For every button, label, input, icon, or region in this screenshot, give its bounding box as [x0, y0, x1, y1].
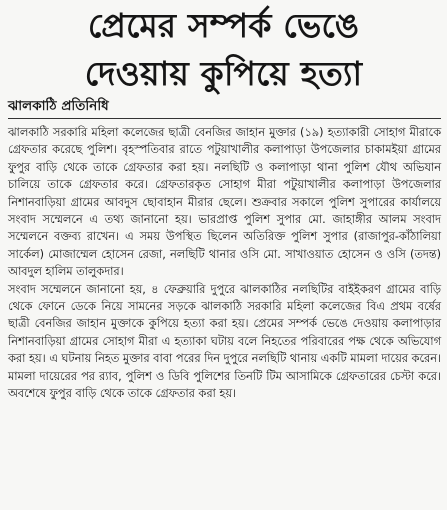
article-body: [8, 124, 441, 403]
byline-divider: [8, 118, 441, 119]
article-paragraph-2: সংবাদ সম্মেলনে জানানো হয়, ৪ ফেব্রুয়ারি দুপুরে ঝালকাঠির নলছিটির বাইইকরণ গ্রামের বাড়ি থেকে ফোনে ডেকে নিয়ে সামনের সড়কে ঝালকাঠি সরকারি মহিলা কলেজের বিএ প্রথম বর্ষের ছাত্রী বেনজির জাহান মুক্তাকে কুপিয়ে হত্যা করা হয়। প্রেমের সম্পর্ক ভেঙে দেওয়ায় কলাপাড়ার নিশানবাড়িয়া গ্রামের সোহাগ মীরা এ হত্যাকা ঘটায় বলে নিহতের পরিবারের পক্ষ থেকে অভিযোগ করা হয়। এ ঘটনায় নিহত মুক্তার বাবা পরের দিন দুপুরে নলছিটি থানায় একটি মামলা দায়ের করেন। মামলা দায়েরের পর র‌্যাব, পুলিশ ও ডিবি পুলিশের তিনটি টিম আসামিকে গ্রেফতারের চেস্টা করে। অবশেষে ফুপুর বাড়ি থেকে তাকে গ্রেফতার করা হয়।: [8, 282, 441, 401]
article-paragraph-1: ঝালকাঠি সরকারি মহিলা কলেজের ছাত্রী বেনজির জাহান মুক্তার (১৯) হত্যাকারী সোহাগ মীরাকে গ্রেফতার করেছে পুলিশ। বৃহস্পতিবার রাতে পটুয়াখালীর কলাপাড়া উপজেলার চাকামইয়া গ্রামের ফুপুর বাড়ি থেকে তাকে গ্রেফতার করা হয়। নলছিটি ও কলাপাড়া থানা পুলিশ যৌথ অভিযান চালিয়ে তাকে গ্রেফতার করে। গ্রেফতারকৃত সোহাগ মীরা পটুয়াখালীর কলাপাড়া উপজেলার নিশানবাড়িয়া গ্রামের আবদুস ছোবাহান মীরার ছেলে। শুক্রবার সকালে পুলিশ সুপারের কার্যালয়ে সংবাদ সম্মেলনে এ তথ্য জানানো হয়। ভারপ্রাপ্ত পুলিশ সুপার মো. জাহাঙ্গীর আলম সংবাদ সম্মেলনে বক্তব্য রাখেন। এ সময় উপস্থিত ছিলেন অতিরিক্ত পুলিশ সুপার (রাজাপুর-কাঁঠালিয়া সার্কেল) মোজাম্মেল হোসেন রেজা, নলছিটি থানার ওসি মো. সাখাওয়াত হোসেন ও ওসি (তদন্ত) আবদুল হালিম তালুকদার।: [8, 126, 441, 279]
headline-line-1: প্রেমের সম্পর্ক ভেঙে: [87, 6, 360, 45]
headline-line-2: দেওয়ায় কুপিয়ে হত্যা: [84, 54, 363, 93]
byline: ঝালকাঠি প্রতিনিধি: [8, 98, 109, 114]
